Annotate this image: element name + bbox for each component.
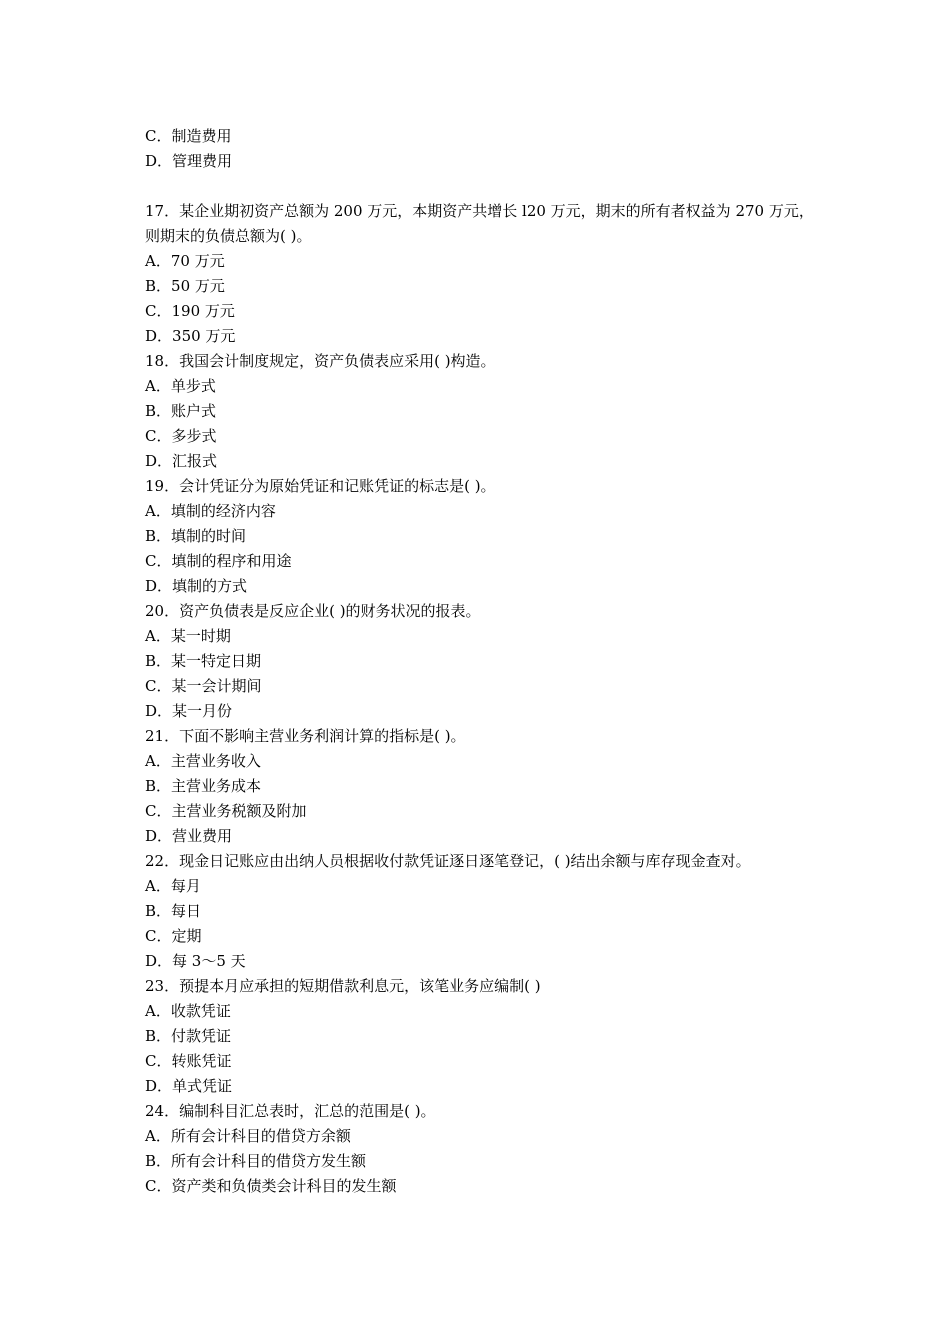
option-line: B．某一特定日期 [145, 652, 262, 670]
option-line: A．70 万元 [145, 252, 225, 270]
question-stem: 17．某企业期初资产总额为 200 万元，本期资产共增长 l20 万元，期末的所有者权益为 270 万元，则期末的负债总额为( )。 [145, 202, 814, 245]
option-line: A．所有会计科目的借贷方余额 [145, 1127, 351, 1145]
question-stem: 23．预提本月应承担的短期借款利息元，该笔业务应编制( ) [145, 977, 541, 995]
option-line: B．填制的时间 [145, 527, 247, 545]
option-line: D．填制的方式 [145, 577, 248, 595]
option-line: A．收款凭证 [145, 1002, 231, 1020]
option-line: A．填制的经济内容 [145, 502, 276, 520]
option-line: A．每月 [145, 877, 201, 895]
document-body [145, 124, 815, 1199]
option-line: C．制造费用 [145, 127, 232, 145]
option-line: B．付款凭证 [145, 1027, 232, 1045]
question-stem: 19．会计凭证分为原始凭证和记账凭证的标志是( )。 [145, 477, 496, 495]
paragraph-spacer [145, 174, 815, 199]
question-stem: 20．资产负债表是反应企业( )的财务状况的报表。 [145, 602, 481, 620]
option-line: B．所有会计科目的借贷方发生额 [145, 1152, 367, 1170]
question-list [145, 199, 815, 1199]
option-line: B．账户式 [145, 402, 217, 420]
option-line: D．营业费用 [145, 827, 233, 845]
option-line: D．每 3～5 天 [145, 952, 246, 970]
option-line: B．50 万元 [145, 277, 225, 295]
question-stem: 24．编制科目汇总表时，汇总的范围是( )。 [145, 1102, 436, 1120]
option-line: B．每日 [145, 902, 202, 920]
question-stem: 22．现金日记账应由出纳人员根据收付款凭证逐日逐笔登记，( )结出余额与库存现金查对。 [145, 852, 751, 870]
question-stem: 18．我国会计制度规定，资产负债表应采用( )构造。 [145, 352, 496, 370]
option-line: B．主营业务成本 [145, 777, 262, 795]
option-line: D．350 万元 [145, 327, 236, 345]
option-line: C．主营业务税额及附加 [145, 802, 307, 820]
option-line: A．主营业务收入 [145, 752, 261, 770]
option-line: C．某一会计期间 [145, 677, 262, 695]
option-line: A．某一时期 [145, 627, 231, 645]
option-line: D．某一月份 [145, 702, 233, 720]
option-line: C．填制的程序和用途 [145, 552, 292, 570]
option-line: C．资产类和负债类会计科目的发生额 [145, 1177, 397, 1195]
option-line: C．转账凭证 [145, 1052, 232, 1070]
option-line: C．190 万元 [145, 302, 235, 320]
option-line: C．多步式 [145, 427, 217, 445]
option-line: D．管理费用 [145, 152, 233, 170]
option-line: D．汇报式 [145, 452, 218, 470]
option-line: C．定期 [145, 927, 202, 945]
option-line: D．单式凭证 [145, 1077, 233, 1095]
option-line: A．单步式 [145, 377, 216, 395]
question-stem: 21．下面不影响主营业务利润计算的指标是( )。 [145, 727, 466, 745]
